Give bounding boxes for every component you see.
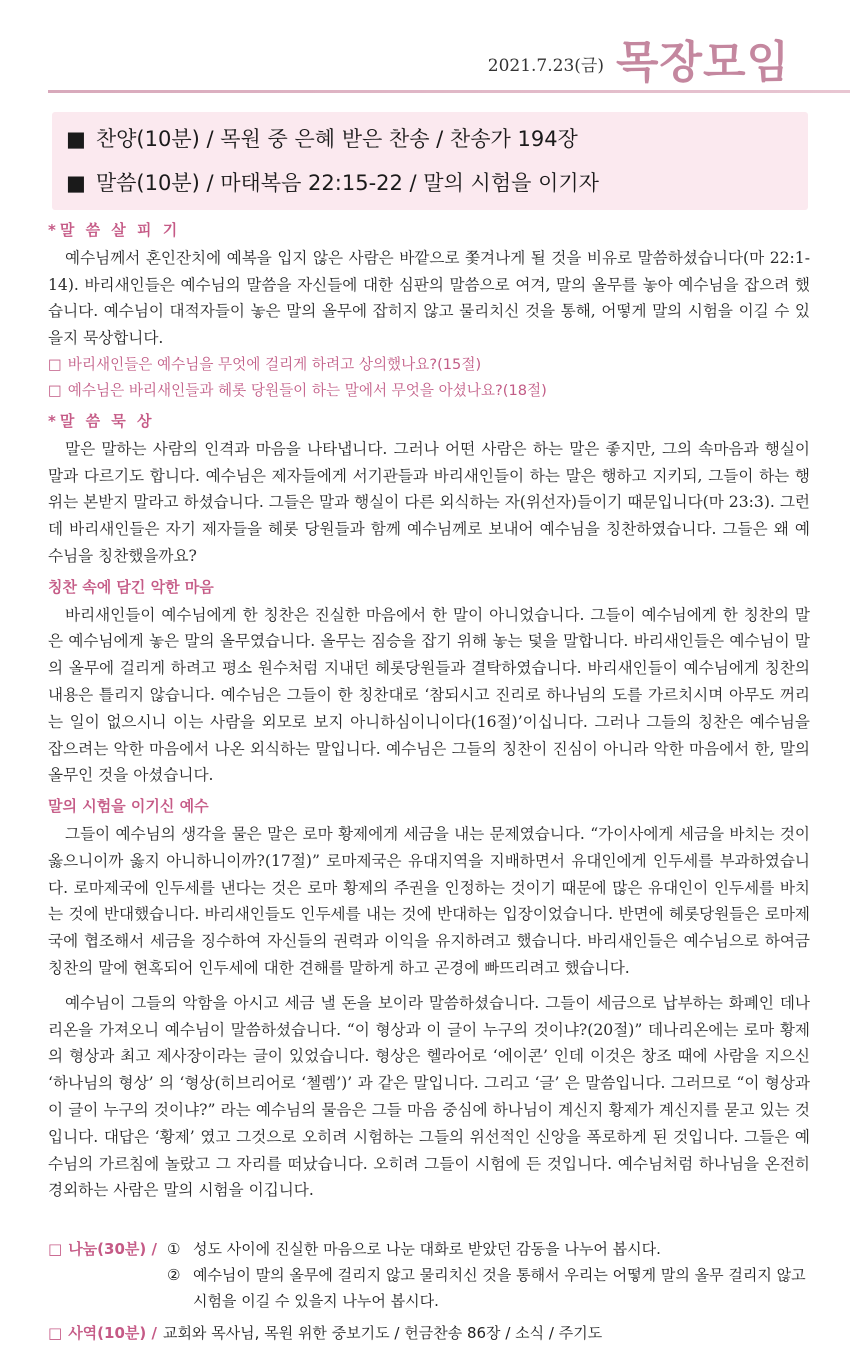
praise-text: 찬양(10분) / 목원 중 은혜 받은 찬송 / 찬송가 194장 (95, 127, 578, 151)
meeting-date: 2021.7.23(금) (487, 56, 604, 76)
sharing-item: ② 예수님이 말의 올무에 걸리지 않고 물리치신 것을 통해서 우리는 어떻게 말의 올무 걸리지 않고 시험을 이길 수 있을지 나누어 봅시다. (167, 1262, 818, 1314)
section-title-meditate: * 말 씀 묵 상 (48, 411, 155, 430)
service-label: □ 사역(10분) / (48, 1324, 157, 1342)
main-content (48, 213, 810, 1204)
circled-number: ② (166, 1266, 181, 1284)
overcome-paragraph-1: 그들이 예수님의 생각을 물은 말은 로마 황제에게 세금을 내는 문제였습니다. “가이사에게 세금을 바치는 것이 옳으니이까 옳지 아니하니이까?(17절)” 로마제국은 유대지역을 지배하면서 유대인에게 인두세를 부과하였습니다. 로마제국에 인두세를 낸다는 것은 로마 황제의 주권을 인정하는 것이기 때문에 많은 유대인이 인두세를 바치는 것에 반대했습니다. 바리새인들도 인두세를 내는 것에 반대하는 입장이었습니다. 반면에 헤롯당원들은 로마제국에 협조해서 세금을 징수하여 자신들의 권력과 이익을 유지하려고 했습니다. 바리새인들은 예수님으로 하여금 칭찬의 말에 현혹되어 인두세에 대한 견해를 말하게 하고 곤경에 빠뜨리려고 했습니다. (48, 824, 810, 977)
order-box (52, 112, 808, 210)
checkbox-square-icon: □ (48, 1240, 63, 1258)
circled-number: ① (166, 1240, 181, 1258)
checkbox-square-icon: □ (48, 1324, 63, 1342)
section-title-overcome: 말의 시험을 이기신 예수 (48, 797, 209, 816)
checkbox-square-icon: □ (48, 355, 62, 373)
header-divider (48, 90, 850, 93)
service-text: 교회와 목사님, 목원 위한 중보기도 / 헌금찬송 86장 / 소식 / 주기도 (162, 1324, 603, 1342)
word-line (66, 167, 599, 197)
activity-section (48, 1236, 818, 1346)
asterisk-icon: * (48, 221, 56, 239)
page-title: 목장모임 (615, 37, 790, 88)
sharing-label: □ 나눔(30분) / (48, 1240, 157, 1258)
square-bullet-icon: ■ (66, 171, 86, 195)
word-text: 말씀(10분) / 마태복음 22:15-22 / 말의 시험을 이기자 (95, 171, 599, 195)
sharing-item: ① 성도 사이에 진실한 마음으로 나눈 대화로 받았던 감동을 나누어 봅시다. (167, 1236, 818, 1262)
sharing-row (48, 1236, 818, 1314)
section-title-observe: * 말 씀 살 피 기 (48, 221, 181, 239)
sharing-list (167, 1236, 818, 1314)
square-bullet-icon: ■ (66, 127, 86, 151)
observe-paragraph: 예수님께서 혼인잔치에 예복을 입지 않은 사람은 바깥으로 쫓겨나게 될 것을 비유로 말씀하셨습니다(마 22:1-14). 바리새인들은 예수님의 말씀을 자신들에 대한 심판의 말씀으로 여겨, 말의 올무를 놓아 예수님을 잡으려 했습니다. 예수님이 대적자들이 놓은 말의 올무에 잡히지 않고 물리치신 것을 통해, 어떻게 말의 시험을 이길 수 있을지 묵상합니다. (48, 248, 810, 348)
question-item: □ 바리새인들은 예수님을 무엇에 걸리게 하려고 상의했나요?(15절) (48, 355, 482, 373)
praise-evil-paragraph: 바리새인들이 예수님에게 한 칭찬은 진실한 마음에서 한 말이 아니었습니다. 그들이 예수님에게 한 칭찬의 말은 예수님에게 놓은 말의 올무였습니다. 올무는 짐승을 잡기 위해 놓는 덫을 말합니다. 바리새인들은 예수님이 말의 올무에 걸리게 하려고 평소 원수처럼 지내던 헤롯당원들과 결탁하였습니다. 바리새인들이 예수님에게 칭찬의 내용은 틀리지 않습니다. 예수님은 그들이 한 칭찬대로 ‘참되시고 진리로 하나님의 도를 가르치시며 아무도 꺼리는 일이 없으시니 이는 사람을 외모로 보지 아니하심이니이다(16절)’이십니다. 그러나 그들의 칭찬은 예수님을 잡으려는 악한 마음에서 나온 외식하는 말입니다. 예수님은 그들의 칭찬이 진심이 아니라 악한 마음에서 한, 말의 올무인 것을 아셨습니다. (48, 605, 810, 785)
praise-line (66, 123, 578, 153)
meditate-paragraph: 말은 말하는 사람의 인격과 마음을 나타냅니다. 그러나 어떤 사람은 하는 말은 좋지만, 그의 속마음과 행실이 말과 다르기도 합니다. 예수님은 제자들에게 서기관들과 바리새인들이 하는 말은 행하고 지키되, 그들이 하는 행위는 본받지 말라고 하셨습니다. 그들은 말과 행실이 다른 외식하는 자(위선자)들이기 때문입니다(마 23:3). 그런데 바리새인들은 자기 제자들을 헤롯 당원들과 함께 예수님께로 보내어 예수님을 칭찬하였습니다. 그들은 왜 예수님을 칭찬했을까요? (48, 439, 810, 565)
asterisk-icon: * (48, 411, 56, 430)
service-row (48, 1320, 818, 1346)
page-header (488, 26, 790, 90)
section-title-praise-evil: 칭찬 속에 담긴 악한 마음 (48, 577, 214, 596)
overcome-paragraph-2: 예수님이 그들의 악함을 아시고 세금 낼 돈을 보이라 말씀하셨습니다. 그들이 세금으로 납부하는 화폐인 데나리온을 가져오니 예수님이 말씀하셨습니다. “이 형상과 이 글이 누구의 것이냐?(20절)” 데나리온에는 로마 황제의 형상과 최고 제사장이라는 글이 있었습니다. 형상은 헬라어로 ‘에이콘’ 인데 이것은 창조 때에 사람을 지으신 ‘하나님의 형상’ 의 ‘형상(히브리어로 ‘첼렘’)’ 과 같은 말입니다. 그리고 ‘글’ 은 말씀입니다. 그러므로 “이 형상과 이 글이 누구의 것이냐?” 라는 예수님의 물음은 그들 마음 중심에 하나님이 계신지 황제가 계신지를 묻고 있는 것입니다. 대답은 ‘황제’ 였고 그것으로 오히려 시험하는 그들의 위선적인 신앙을 폭로하게 된 것입니다. 그들은 예수님의 가르침에 놀랐고 그 자리를 떠났습니다. 오히려 그들이 시험에 든 것입니다. 예수님처럼 하나님을 온전히 경외하는 사람은 말의 시험을 이깁니다. (48, 993, 810, 1200)
question-item: □ 예수님은 바리새인들과 헤롯 당원들이 하는 말에서 무엇을 아셨나요?(18절) (48, 381, 547, 399)
checkbox-square-icon: □ (48, 381, 62, 399)
